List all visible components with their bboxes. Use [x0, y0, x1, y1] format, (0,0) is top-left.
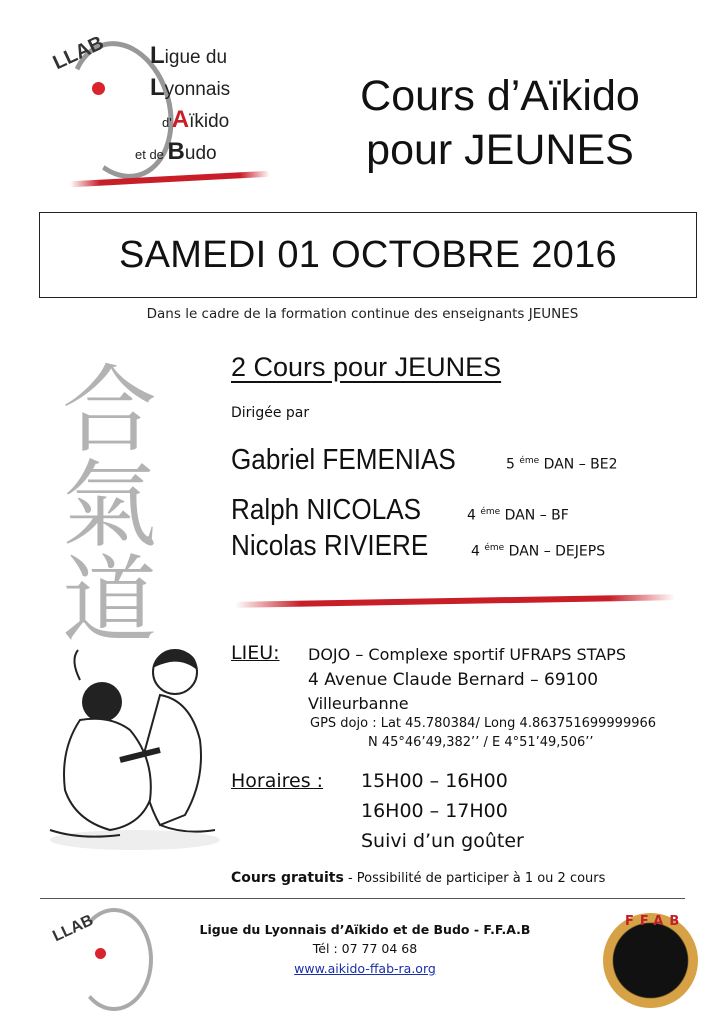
logo-letters: LLAB — [49, 31, 108, 75]
footer-url[interactable] — [180, 961, 550, 976]
footer-org: Ligue du Lyonnais d’Aïkido et de Budo - F.F.A.B — [199, 922, 531, 937]
horaire-slot-1: 15H00 – 16H00 — [361, 770, 508, 792]
course-heading: 2 Cours pour JEUNES — [231, 352, 502, 382]
kanji-do: 道 — [62, 546, 158, 656]
lieu-label: LIEU: — [231, 642, 280, 664]
instructor-1-name: Gabriel FEMENIAS — [231, 444, 456, 476]
footer-tel: Tél : 07 77 04 68 — [312, 941, 418, 956]
red-brush-divider — [235, 594, 675, 608]
footer-divider — [40, 898, 685, 899]
title-line-2: pour JEUNES — [366, 126, 634, 174]
date-box: SAMEDI 01 OCTOBRE 2016 — [39, 212, 697, 298]
instructor-2-grade: 4 $^{éme}$ DAN – BF — [467, 507, 569, 524]
kanji-ki: 氣 — [62, 451, 158, 561]
logo-line-4: et de Budo — [135, 138, 217, 165]
gps-coords-decimal: GPS dojo : Lat 45.780384/ Long 4.863751699999966 — [310, 716, 657, 731]
free-courses-note: Cours gratuits - Possibilité de participer à 1 ou 2 cours — [231, 870, 606, 886]
lieu-line-3: Villeurbanne — [308, 694, 409, 713]
footer-logo-dot — [95, 948, 106, 959]
kids-aikido-illustration — [20, 640, 225, 855]
horaire-slot-2: 16H00 – 17H00 — [361, 800, 508, 822]
ffab-letters: FFAB — [625, 914, 686, 929]
instructor-2-name: Ralph NICOLAS — [231, 494, 422, 526]
logo-line-1: Ligue du — [150, 42, 228, 69]
lieu-line-1: DOJO – Complexe sportif UFRAPS STAPS — [308, 645, 626, 664]
logo-line-3: d'Aïkido — [162, 106, 230, 133]
logo-red-brush — [70, 171, 270, 187]
title-line-1: Cours d’Aïkido — [360, 72, 640, 120]
lieu-line-2: 4 Avenue Claude Bernard – 69100 — [308, 670, 599, 690]
horaire-snack: Suivi d’un goûter — [361, 830, 524, 852]
instructor-3-name: Nicolas RIVIERE — [231, 530, 429, 562]
directed-by: Dirigée par — [231, 405, 310, 421]
subtitle: Dans le cadre de la formation continue des enseignants JEUNES — [146, 306, 579, 322]
footer-logo-letters: LLAB — [50, 911, 97, 946]
logo-line-2: Lyonnais — [150, 74, 231, 101]
gps-coords-dms: N 45°46’49,382’’ / E 4°51’49,506’’ — [368, 735, 594, 750]
instructor-1-grade: 5 $^{éme}$ DAN – BE2 — [506, 456, 618, 473]
kanji-ai: 合 — [62, 356, 158, 466]
website-link[interactable]: www.aikido-ffab-ra.org — [294, 961, 436, 976]
logo-red-dot — [92, 82, 105, 95]
instructor-3-grade: 4 $^{éme}$ DAN – DEJEPS — [471, 543, 606, 560]
horaires-label: Horaires : — [231, 770, 324, 792]
